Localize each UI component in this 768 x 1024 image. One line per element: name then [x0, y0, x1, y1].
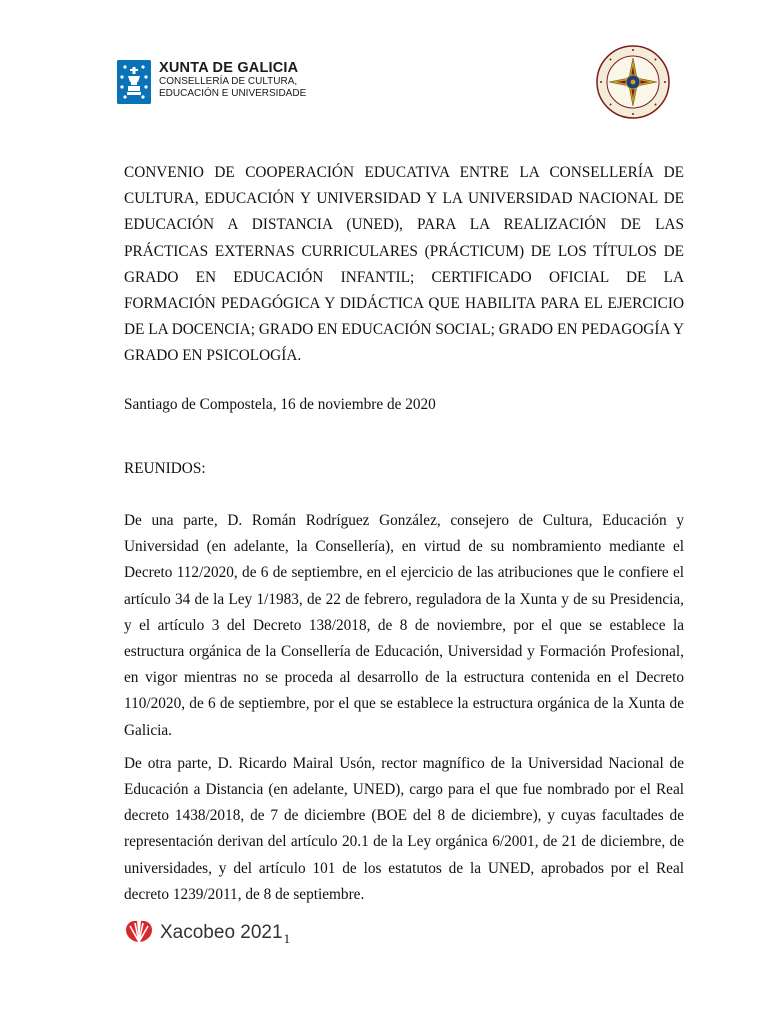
- xunta-title: XUNTA DE GALICIA: [159, 60, 299, 76]
- paragraph-first-party: De una parte, D. Román Rodríguez González, consejero de Cultura, Educación y Universidad (en adelante, la Consellería), en virtud de su nombramiento mediante el Decreto 112/2020, de 6 de septiembre, en el ejercicio de las atribuciones que le confiere el artículo 34 de la Ley 1/1983, de 22 de febrero, reguladora de la Xunta y de su Presidencia, y el artículo 3 del Decreto 138/2018, de 8 de noviembre, por el que se establece la estructura orgánica de la Consellería de Educación, Universidad y Formación Profesional, en vigor mientras no se proceda al desarrollo de la estructura contenida en el Decreto 110/2020, de 6 de septiembre, por el que se establece la estructura orgánica de la Xunta de Galicia.: [124, 512, 684, 739]
- xunta-emblem-icon: [117, 60, 151, 104]
- xunta-subtitle-line1: CONSELLERÍA DE CULTURA,: [159, 76, 298, 87]
- document-title: CONVENIO DE COOPERACIÓN EDUCATIVA ENTRE LA CONSELLERÍA DE CULTURA, EDUCACIÓN Y UNIVERSIDAD Y LA UNIVERSIDAD NACIONAL DE EDUCACIÓN A DISTANCIA (UNED), PARA LA REALIZACIÓN DE LAS PRÁCTICAS EXTERNAS CURRICULARES (PRÁCTICUM) DE LOS TÍTULOS DE GRADO EN EDUCACIÓN INFANTIL; CERTIFICADO OFICIAL DE LA FORMACIÓN PEDAGÓGICA Y DIDÁCTICA QUE HABILITA PARA EL EJERCICIO DE LA DOCENCIA; GRADO EN EDUCACIÓN SOCIAL; GRADO EN PEDAGOGÍA Y GRADO EN PSICOLOGÍA.: [124, 164, 684, 365]
- document-date: Santiago de Compostela, 16 de noviembre de 2020: [124, 396, 436, 413]
- xacobeo-shell-icon: [124, 918, 154, 944]
- xunta-subtitle-line2: EDUCACIÓN E UNIVERSIDADE: [159, 88, 307, 99]
- document-title-block: [124, 160, 684, 370]
- reunidos-heading: REUNIDOS:: [124, 460, 206, 477]
- footer: [124, 918, 290, 944]
- document-body: [124, 508, 684, 908]
- paragraph-second-party: De otra parte, D. Ricardo Mairal Usón, rector magnífico de la Universidad Nacional de Educación a Distancia (en adelante, UNED), cargo para el que fue nombrado por el Real decreto 1438/2018, de 7 de diciembre (BOE del 8 de diciembre), y cuyas facultades de representación derivan del artículo 20.1 de la Ley orgánica 6/2001, de 21 de diciembre, de universidades, y del artículo 101 de los estatutos de la UNED, aprobados por el Real decreto 1239/2011, de 8 de septiembre.: [124, 754, 684, 903]
- page-number: 1: [283, 931, 291, 946]
- uned-seal-icon: [595, 44, 671, 120]
- xunta-logo: [117, 60, 306, 104]
- xacobeo-label: Xacobeo 2021: [160, 922, 283, 943]
